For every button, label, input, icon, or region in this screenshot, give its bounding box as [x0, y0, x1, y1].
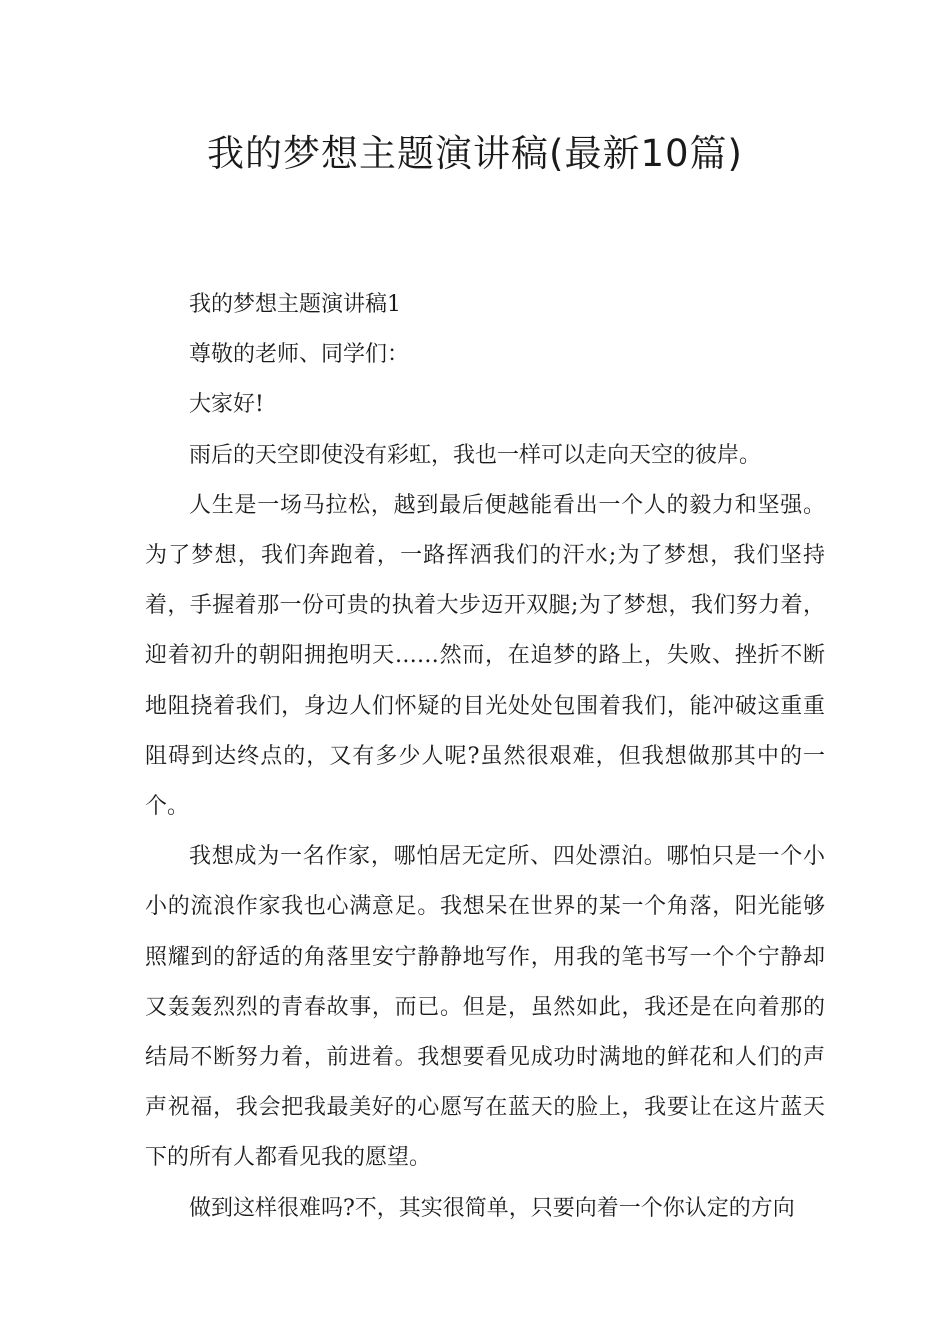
document-title: 我的梦想主题演讲稿(最新10篇)	[207, 132, 743, 175]
section-heading: 我的梦想主题演讲稿1	[189, 292, 401, 317]
paragraph-question: 做到这样很难吗?不，其实很简单，只要向着一个你认定的方向	[189, 1195, 795, 1221]
document-body	[145, 280, 825, 1234]
paragraph-marathon: 人生是一场马拉松，越到最后便越能看出一个人的毅力和坚强。为了梦想，我们奔跑着，一路挥洒我们的汗水;为了梦想，我们坚持着，手握着那一份可贵的执着大步迈开双腿;为了梦想，我们努力着，迎着初升的朝阳拥抱明天……然而，在追梦的路上，失败、挫折不断地阻挠着我们，身边人们怀疑的目光处处包围着我们，能冲破这重重阻碍到达终点的，又有多少人呢?虽然很艰难，但我想做那其中的一个。	[145, 492, 825, 820]
greeting: 大家好!	[189, 392, 264, 418]
paragraph-intro: 雨后的天空即使没有彩虹，我也一样可以走向天空的彼岸。	[189, 442, 762, 468]
paragraph-writer-dream: 我想成为一名作家，哪怕居无定所、四处漂泊。哪怕只是一个小小的流浪作家我也心满意足。我想呆在世界的某一个角落，阳光能够照耀到的舒适的角落里安宁静静地写作，用我的笔书写一个个宁静却又轰轰烈烈的青春故事，而已。但是，虽然如此，我还是在向着那的结局不断努力着，前进着。我想要看见成功时满地的鲜花和人们的声声祝福，我会把我最美好的心愿写在蓝天的脸上，我要让在这片蓝天下的所有人都看见我的愿望。	[145, 844, 825, 1171]
salutation: 尊敬的老师、同学们：	[189, 342, 410, 368]
